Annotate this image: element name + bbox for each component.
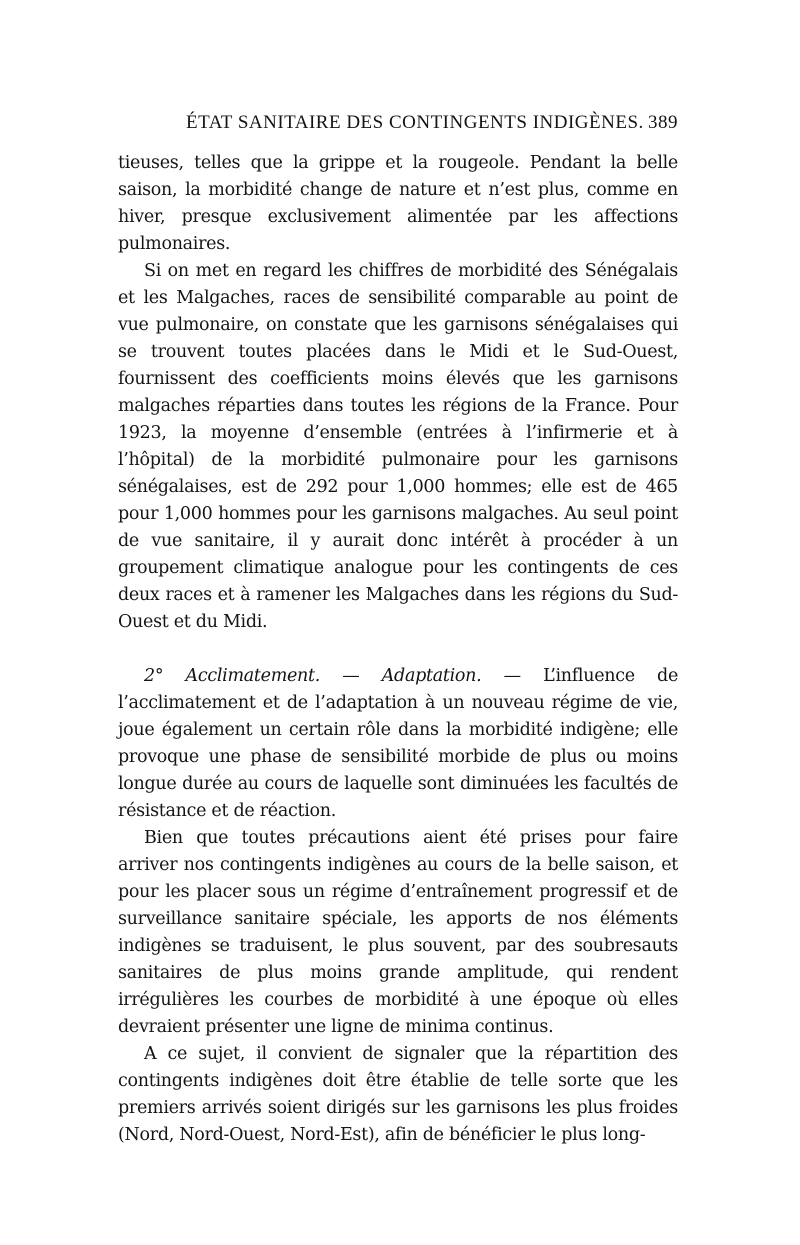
- running-head: [118, 112, 678, 142]
- paragraph-acclimatement: [118, 663, 678, 825]
- section-heading: 2° Acclimatement. — Adaptation. —: [144, 666, 521, 686]
- page-number: 389: [648, 112, 678, 133]
- body-text: [118, 150, 678, 1149]
- paragraph-continuation: tieuses, telles que la grippe et la rougeole. Pendant la belle saison, la morbidité change de nature et n’est plus, comme en hiver, presque exclusivement alimentée par les affections pulmonaires.: [118, 153, 678, 254]
- paragraph-morbidity-comparison: Si on met en regard les chiffres de morbidité des Sénégalais et les Malgaches, races de sensibilité comparable au point de vue pulmonaire, on constate que les garnisons sénégalaises qui se trouvent toutes placées dans le Midi et le Sud-Ouest, fournissent des coefficients moins élevés que les garnisons malgaches réparties dans toutes les régions de la France. Pour 1923, la moyenne d’ensemble (entrées à l’infirmerie et à l’hôpital) de la morbidité pulmonaire pour les garnisons sénégalaises, est de 292 pour 1,000 hommes; elle est de 465 pour 1,000 hommes pour les garnisons malgaches. Au seul point de vue sanitaire, il y aurait donc intérêt à procéder à un groupement climatique analogue pour les contingents de ces deux races et à ramener les Malgaches dans les régions du Sud-Ouest et du Midi.: [118, 261, 678, 632]
- paragraph-precautions: Bien que toutes précautions aient été prises pour faire arriver nos contingents indigènes au cours de la belle saison, et pour les placer sous un régime d’entraînement progressif et de surveillance sanitaire spéciale, les apports de nos éléments indigènes se traduisent, le plus souvent, par des soubresauts sanitaires de plus moins grande amplitude, qui rendent irrégulières les courbes de morbidité à une époque où elles devraient présenter une ligne de minima continus.: [118, 828, 678, 1037]
- running-head-title: ÉTAT SANITAIRE DES CONTINGENTS INDIGÈNES.: [186, 112, 644, 133]
- section-body: L’influence de l’acclimatement et de l’adaptation à un nouveau régime de vie, joue également un certain rôle dans la morbidité indigène; elle provoque une phase de sensibilité morbide de plus ou moins longue durée au cours de laquelle sont diminuées les facultés de résistance et de réaction.: [118, 666, 678, 821]
- paragraph-repartition: A ce sujet, il convient de signaler que la répartition des contingents indigènes doit être établie de telle sorte que les premiers arrivés soient dirigés sur les garnisons les plus froides (Nord, Nord-Ouest, Nord-Est), afin de bénéficier le plus long-: [118, 1044, 678, 1145]
